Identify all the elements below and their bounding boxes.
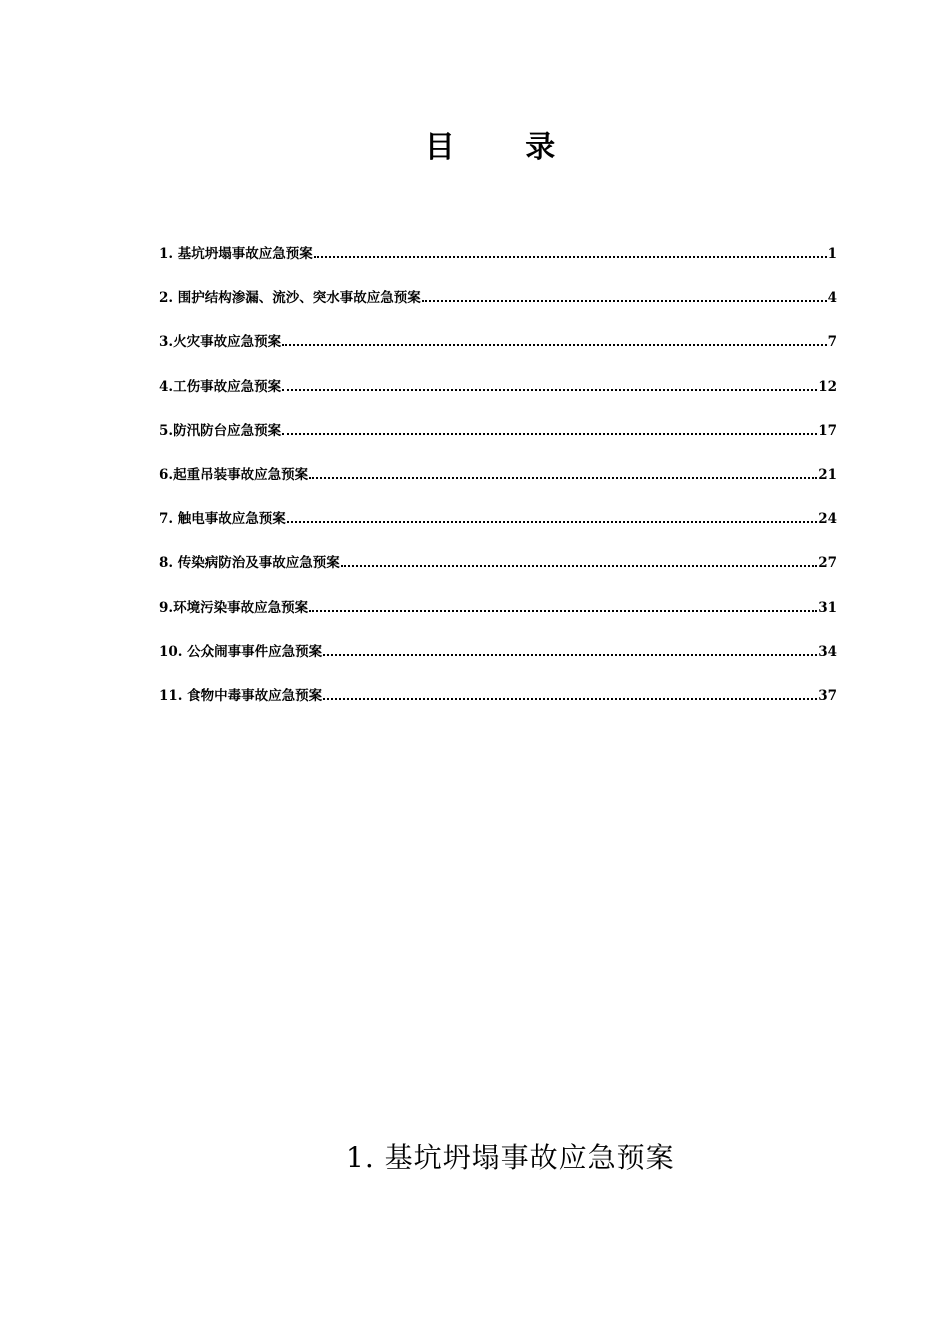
toc-title: 目 录 (424, 130, 586, 165)
toc-dot-leader (282, 328, 827, 346)
toc-entry-page: 21 (818, 466, 837, 483)
toc-dot-leader (282, 417, 817, 435)
toc-entry-label: 5.防汛防台应急预案 (159, 422, 282, 439)
toc-entry-label: 9.环境污染事故应急预案 (159, 599, 309, 616)
toc-dot-leader (287, 505, 817, 523)
toc-entry-label: 3.火灾事故应急预案 (159, 334, 282, 351)
toc-entry-page: 37 (818, 687, 837, 704)
toc-entry[interactable] (159, 682, 837, 726)
toc-entry[interactable] (159, 549, 837, 593)
toc-entry[interactable] (159, 505, 837, 549)
toc-entry-page: 31 (818, 599, 837, 616)
toc-entry-page: 12 (818, 378, 837, 395)
toc-entry[interactable] (159, 461, 837, 505)
toc-entry-page: 27 (818, 555, 837, 572)
toc-list (159, 240, 837, 726)
toc-entry[interactable] (159, 417, 837, 461)
toc-dot-leader (323, 638, 817, 656)
toc-entry-page: 1 (827, 246, 837, 262)
toc-entry-page: 34 (818, 643, 837, 660)
toc-entry[interactable] (159, 284, 837, 328)
toc-entry-page: 4 (827, 290, 837, 307)
toc-dot-leader (309, 594, 817, 612)
toc-entry[interactable] (159, 373, 837, 417)
toc-dot-leader (422, 284, 827, 302)
toc-entry-label: 11. 食物中毒事故应急预案 (159, 687, 323, 704)
toc-entry[interactable] (159, 638, 837, 682)
toc-entry[interactable] (159, 240, 837, 284)
toc-entry-page: 17 (818, 422, 837, 439)
toc-entry-label: 6.起重吊装事故应急预案 (159, 466, 309, 483)
section-heading: 1. 基坑坍塌事故应急预案 (346, 1141, 675, 1174)
toc-dot-leader (282, 373, 817, 391)
toc-entry-page: 24 (818, 511, 837, 528)
toc-entry-label: 2. 围护结构渗漏、流沙、突水事故应急预案 (159, 290, 421, 307)
toc-entry-label: 8. 传染病防治及事故应急预案 (159, 555, 340, 572)
toc-entry-label: 4.工伤事故应急预案 (159, 378, 282, 395)
toc-dot-leader (341, 549, 817, 567)
toc-entry-label: 1. 基坑坍塌事故应急预案 (159, 246, 313, 262)
toc-dot-leader (323, 682, 817, 700)
toc-entry[interactable] (159, 328, 837, 372)
toc-dot-leader (314, 240, 827, 258)
toc-dot-leader (309, 461, 817, 479)
toc-entry-page: 7 (827, 334, 837, 351)
toc-entry-label: 10. 公众闹事事件应急预案 (159, 643, 323, 660)
toc-entry[interactable] (159, 594, 837, 638)
toc-entry-label: 7. 触电事故应急预案 (159, 511, 286, 528)
